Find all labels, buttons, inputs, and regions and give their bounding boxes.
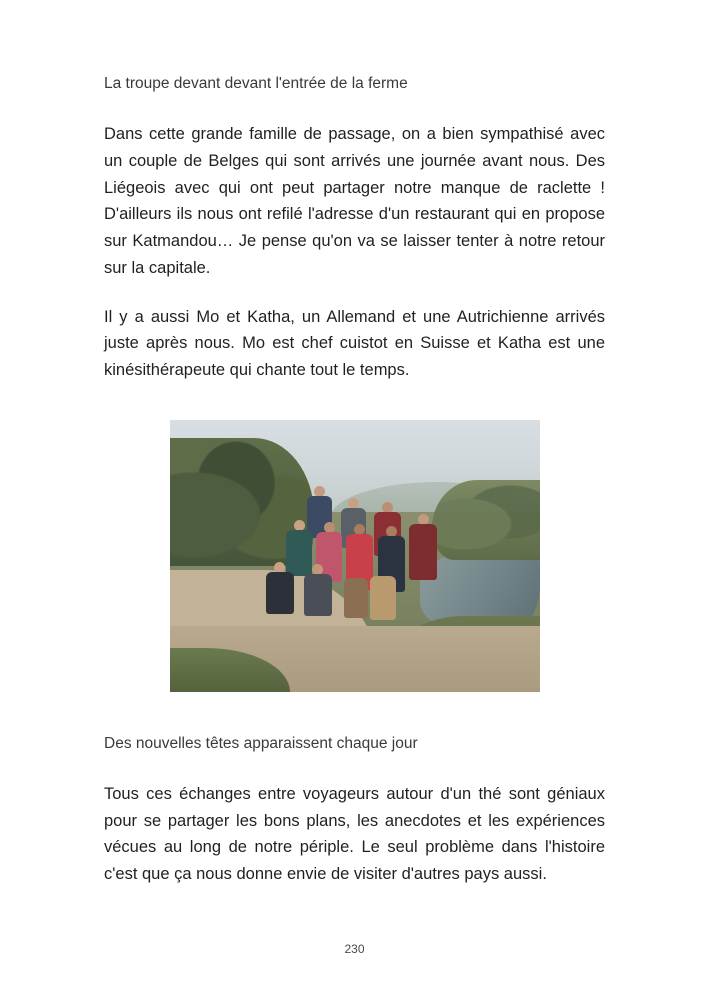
page-number: 230 — [344, 942, 365, 956]
person-body — [304, 574, 332, 616]
person-body — [344, 578, 368, 618]
figure-group-photo — [104, 420, 605, 692]
body-paragraph-1: Dans cette grande famille de passage, on a bien sympathisé avec un couple de Belges qui sont arrivés une journée avant nous. Des Liégeois avec qui ont peut partager notre manque de raclette ! D'ailleurs ils nous ont refilé l'adresse d'un restaurant qui en propose sur Katmandou… Je pense qu'on va se laisser tenter à notre retour sur la capitale. — [104, 125, 605, 277]
body-paragraph-2: Il y a aussi Mo et Katha, un Allemand et une Autrichienne arrivés juste après nous. Mo est chef cuistot en Suisse et Katha est une kinésithérapeute qui chante tout le temps. — [104, 307, 605, 379]
photo-people-group — [266, 480, 456, 670]
body-paragraph-3: Tous ces échanges entre voyageurs autour d'un thé sont géniaux pour se partager les bons plans, les anecdotes et les expériences vécues au long de notre périple. Le seul problème dans l'histoire c'est que ça nous donne envie de visiter d'autres pays aussi. — [104, 784, 605, 884]
image-caption-bottom: Des nouvelles têtes apparaissent chaque jour — [104, 734, 418, 752]
page-content — [104, 72, 605, 888]
person-body — [266, 572, 294, 614]
person-body — [286, 530, 312, 576]
image-caption-top: La troupe devant devant l'entrée de la ferme — [104, 75, 408, 92]
person-body — [370, 576, 396, 620]
group-photo-image — [170, 420, 540, 692]
person-body — [409, 524, 437, 580]
